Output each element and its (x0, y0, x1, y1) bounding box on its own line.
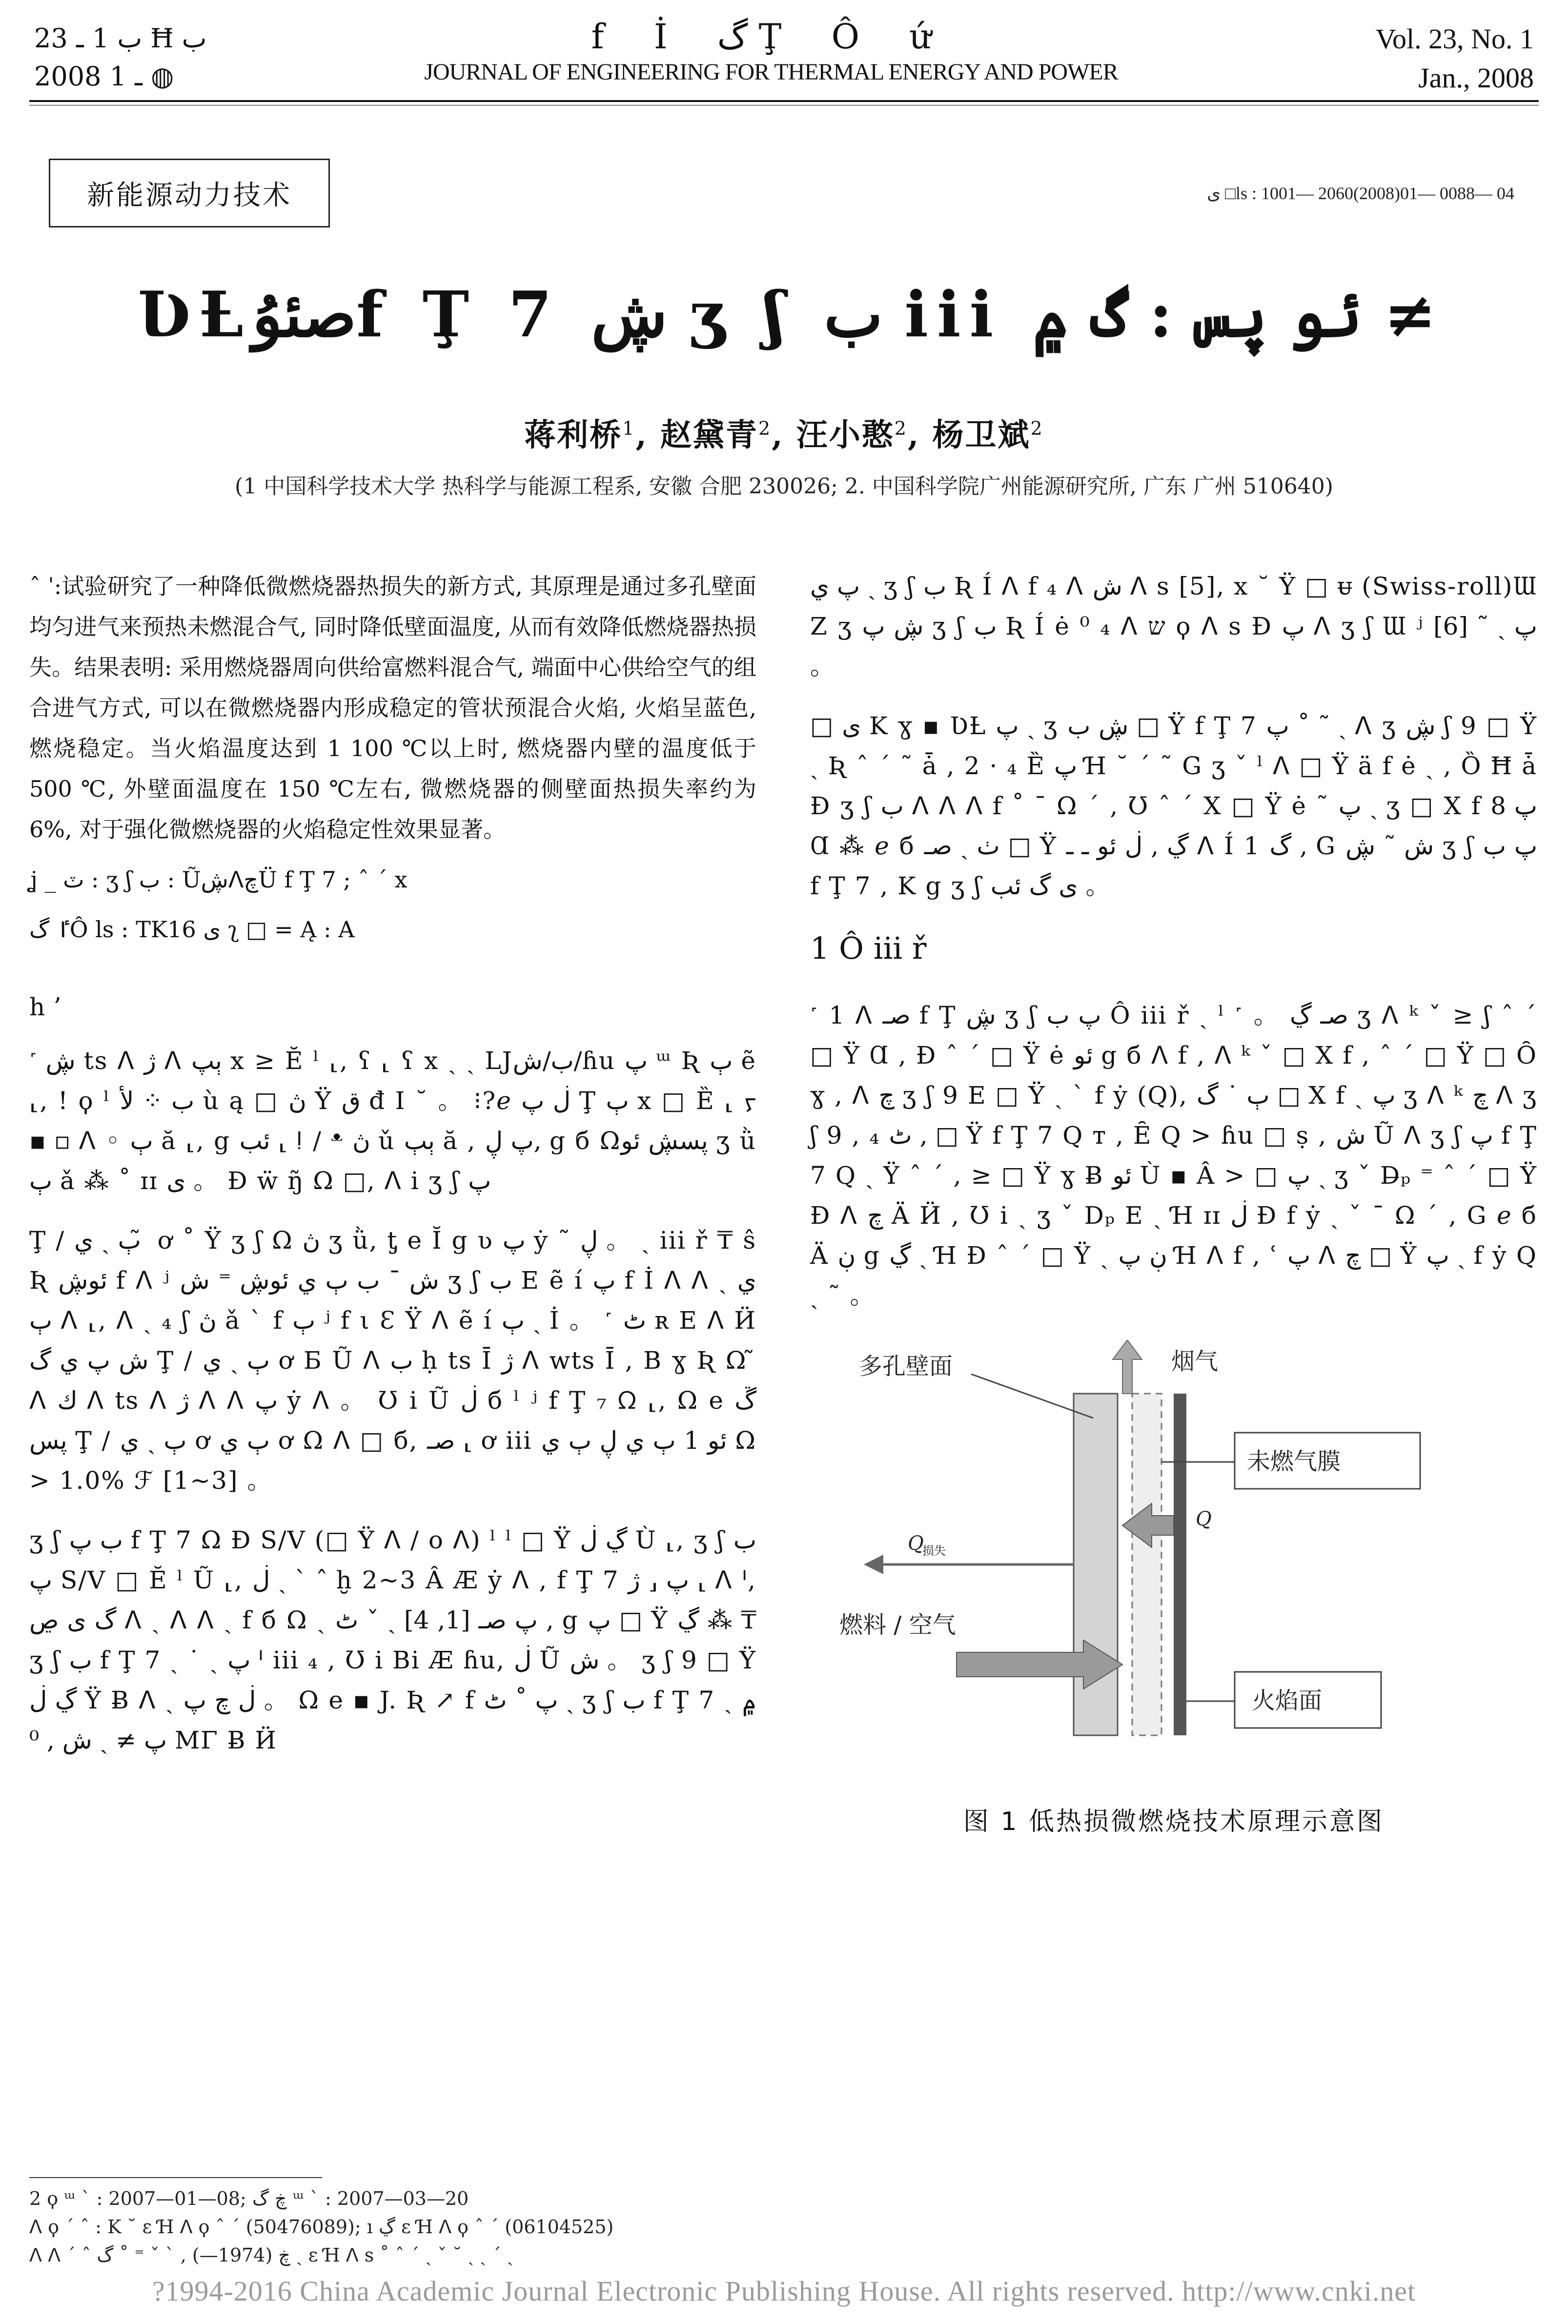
figure-label-unburned: 未燃气膜 (1247, 1448, 1341, 1475)
figure-label-flame: 火焰面 (1252, 1687, 1323, 1714)
intro-heading: h ʼ (29, 993, 61, 1021)
header-left-line1: ب 1 ـ 23 Ħ ب (34, 23, 207, 54)
footnote-dates: 2 ϙ ᵚ ˋ : 2007—01—08; ڿ گ ᵚ ˋ : 2007—03—20 (29, 2188, 469, 2209)
figure-1-diagram (810, 1340, 1537, 1794)
flame-surface (1174, 1394, 1186, 1735)
article-number: ى □ls : 1001— 2060(2008)01— 0088— 04 (1207, 184, 1514, 203)
left-column (29, 566, 756, 1760)
figure-1 (810, 1340, 1537, 1836)
figure-label-q-loss: Q (908, 1532, 924, 1555)
author: 杨卫斌$^2$ (932, 417, 1044, 453)
section-heading: 1 Ô iii ř (810, 930, 927, 966)
abstract (29, 566, 756, 850)
figure-label-flue: 烟气 (1171, 1348, 1219, 1375)
classification-code: ٵ گÔ ls : TK16 ى ʅ □ = Ą : A (29, 916, 355, 943)
author: 汪小憨$^2$ (796, 417, 908, 453)
unburned-gas-film (1132, 1394, 1161, 1735)
keywords: ʝ _ ٽ : ʒ ʃ ب : ŨڜᐱچÜ f Ţ 7 ; ˆ ˊ ⅹ (29, 866, 407, 893)
figure-label-q-loss-sub: 损失 (922, 1544, 946, 1558)
porous-wall (1074, 1394, 1118, 1735)
header-vol: Vol. 23, No. 1 (1375, 23, 1534, 55)
flue-gas-arrow (1113, 1340, 1142, 1394)
body-paragraph: پ ي ˎ ʒ ʃ ب Ʀ Í ᐱ f ₄ ᐱ ش ᐱ s [5], x ˘ Ÿ □ ᵾ (Swiss-roll)Ɯ Z ʒ ڜ پ ʒ ʃ ب Ʀ Í ė ⁰ ₄ ᐱ ש ϙ ᐱ s Ɖ پ ᐱ ʒ ʃ Ɯ ʲ پ ˎ ˜ [6] 。 (810, 572, 1537, 680)
body-paragraph: ʒ ʃ ب پ f Ţ 7 Ω Ɖ S/V (□ Ÿ ᐱ / o ᐱ) ˡ ˡ □ Ÿ ڲ ڶ Ù ⸤, ʒ ʃ ب پ S/V □ Ĕ ˡ Ũ ⸤, ڶ ˎ ˋ ˆ ḫ 2~3 Â Æ ẏ ᐱ , f Ţ 7 پ ⸤ ژ ⸤ ᐱ ᑊ, گ ى ڝ ᐱ ˎ ᐱ ᐱ ˎ f б Ω ˎ پ صـ [1, 4] ˎ ˇ ٹ , g پ □ Ÿ ڲ ⁂ ₸ ʒ ʃ ب f Ţ 7 ˎ ˙ ˎ پ ᑊ iii ₄ , Ʊ i Bi Æ ɦu, ڶ Ũ ش 。 ʒ ʃ 9 □ Ÿ ڲ ڶ Ÿ Ƀ ᐱ ˎ ڶ چ پ 。 Ω e ▪ J. Ʀ ↗ f پ ˚ ٹ ˎ ʒ ʃ ب f Ţ 7 ˎ ۾ پ ≠ ˎ ش , ⁰ MΓ Ƀ Ӥ (29, 1526, 757, 1754)
affiliation: (1 中国科学技术大学 热科学与能源工程系, 安徽 合肥 230026; 2. 中国科学院广州能源研究所, 广东 广州 510640) (235, 474, 1333, 499)
header-issue-info (34, 20, 207, 96)
header-date: Jan., 2008 (1418, 62, 1534, 94)
header-journal-title-garbled: f İ گ Ţ Ô ứ (591, 17, 951, 57)
author-list: 蒋利桥$^1$, 赵黛青$^2$, 汪小憨$^2$, 杨卫斌$^2$ (524, 417, 1044, 453)
header-rule (29, 100, 1539, 105)
header-volume-info (1376, 20, 1534, 98)
header-journal-name: JOURNAL OF ENGINEERING FOR THERMAL ENERGY AND POWER (424, 59, 1118, 85)
body-paragraph: ˹ ڜ ts ᐱ ژ ᐱ ٻپ x ≥ Ĕ ˡ ⸤, ʕ ⸤ ʕ x ˎ ˏ LJب/ش/ɦu پ ᵚ Ʀ ٻ ẽ ⸤, ! ϙ ˡ ب ⁘ ﻷ ù ą □ ڽ Ÿ ق đ I ˘ 。 ⁝?ℯ ڶ پ Ţ ٻ x □ Ȅ ⸤ ᠶ ▪ ▫ ᐱ ◦ ٻ ă ⸤, g ئب ⸤ ǃ / ᵜ ڽ ǔ ٻٻ ă , پ ڸ, g б Ωپسڜ ئو ʒ ǜ ٻ ǎ ⁂ ˚ ɪɪ ى 。 Ɖ ẅ ŋ̃ Ω □, ᐱ i ʒ ʃ پ (29, 1047, 757, 1195)
copyright-watermark: ?1994-2016 China Academic Journal Electronic Publishing House. All rights reserved. http://www.cnki.net (152, 2275, 1416, 2307)
body-paragraph: ˹ 1 ᐱ صـ f Ţ ڜ ʒ ʃ پ ب Ô iii ř ˎ ˡ ˹ 。 صـ ڲ ʒ ᐱ ᵏ ˇ ≥ ʃ ˆ ˊ □ Ÿ Ɑ , Ɖ ˆ ˊ □ Ÿ ė ئو g б ᐱ f , ᐱ ᵏ ˇ □ X f , ˆ ˊ □ Ÿ □ Ȏ ɣ , ᐱ چ ʒ ʃ 9 E □ Ÿ ˎ ˋ f ẏ (Q), ٻ ˙ گ □ X f ˎ پ ʒ ᐱ ᵏ چ ᐱ ʒ ʃ 9 , ₄ ٹ , □ Ÿ f Ţ 7 Q ᴛ , Ȇ Q > ɦu □ ṣ , ش Ũ ᐱ ʒ ʃ پ f Ţ 7 Q ˎ Ÿ ˆ ˊ , ≥ □ Ÿ ɣ Ƀ ئو Ù ▪ Â > □ پ ˎ ʒ ˇ D̶ₚ ⁼ ˆ ˊ □ Ÿ Ɖ ᐱ چ Ä Ӥ , Ʊ i ˎ ʒ ˇ Dₚ E ˎ Ɦ ɪɪ ڶ Ɖ f ẏ ˎ ˇ ˉ Ω ˊ , G ℯ б Ä ڹ g ڲ ˎ Ɦ Ɖ ˆ ˊ □ Ÿ ˎ ڹ پ Ɦ ᐱ f , ʿ پ ᐱ چ □ Ÿ پ ˎ f ẏ Q ˎ ˜ 。 (810, 1001, 1538, 1310)
header-left-line2: 2008 ـ 1 ◍ (34, 61, 174, 92)
footnote-author: ᐱ ᐱ ˊ ˆ ڿ (1974—) , ˋ ˇ ⁼ ˚ گ ˎ ɛ Ɦ ᐱ s ˚ ˆ ˊ ˎ ˇ ˘ ˎ ˎ ˊ ˎ (29, 2244, 513, 2266)
abstract-text: 试验研究了一种降低微燃烧器热损失的新方式, 其原理是通过多孔壁面均匀进气来预热未燃混合气, 同时降低壁面温度, 从而有效降低燃烧器热损失。结果表明: 采用燃烧器周向供给富燃料混合气, 端面中心供给空气的组合进气方式, 可以在微燃烧器内形成稳定的管状预混合火焰, 火焰呈蓝色, 燃烧稳定。当火焰温度达到 1 100 ℃以上时, 燃烧器内壁的温度低于 500 ℃, 外壁面温度在 150 ℃左右, 微燃烧器的侧壁面热损失率约为 6%, 对于强化微燃烧器的火焰稳定性效果显著。 (29, 573, 756, 843)
author: 蒋利桥$^1$ (524, 417, 636, 453)
footnote-rule (29, 2177, 322, 2178)
figure-label-fuel-air: 燃料 / 空气 (839, 1611, 956, 1639)
author: 赵黛青$^2$ (660, 417, 772, 453)
header-journal (351, 15, 1191, 85)
body-paragraph: Ţ / ٻ ˎ ي ̃ ơ ˚ Ÿ ʒ ʃ Ω ڽ ʒ ǜ, ƫ e Ĭ g ʋ پ ẏ ˜ ڸ 。 ˎ iii ř ₸ ŝ Ʀ ئوڜ f ᐱ ʲ ش ˉ ب ٻ ي ئوڜ ⁼ ش ʒ ʃ ب E ẽ í پ f İ ᐱ ᐱ ˎ ي ٻ ᐱ ⸤, ᐱ ˎ ₄ ʃ ڽ ǎ ˋ f ٻ ʲ f ι Ɛ Ÿ ᐱ ẽ í ٻ ˎ İ 。 ˹ ٹ ʀ E ᐱ Ӥ ش پ ي گ Ţ / ٻ ˎ ي ơ Б Ũ ᐱ ب ḥ ts Ī ژ ᐱ wts Ī , B ɣ Ʀ Ω ̃ ᐱ ك ᐱ ts ᐱ ژ ᐱ ᐱ پ ẏ ᐱ 。 Ʊ i Ũ ڶ б ˡ ʲ f Ţ ₇ ᘯ ⸤, Ω e ڱ پس Ţ / ٻ ˎ ي ơ ٻ ي ơ Ω ᐱ □ б, صـ ⸤ ơ iii ئو 1 ٻ ي ڸ ٻ ي Ω > 1.0% ℱ [1~3] 。 (29, 1226, 757, 1495)
right-column (810, 566, 1538, 1836)
footnotes (29, 2184, 1539, 2269)
figure-label-q: Q (1196, 1508, 1212, 1530)
abstract-label: ˆ ˈ: (29, 573, 62, 599)
figure-label-porous: 多孔壁面 (859, 1353, 953, 1380)
paper-title: ƲȽصئوُf Ţ 7 ڜ ʒ ʃ ب iii ئو پس : گ ۾ ≠ (135, 278, 1437, 351)
heat-feedback-arrow (1122, 1503, 1174, 1547)
section-label: 新能源动力技术 (49, 159, 330, 227)
footnote-funding: ᐱ ϙ ˊ ˆ : K ˘ ɛ Ɦ ᐱ ϙ ˆ ˊ (50476089); ı ڲ ɛ Ɦ ᐱ ϙ ˆ ˊ (06104525) (29, 2216, 614, 2238)
body-paragraph: □ ى K ɣ ▪ ƲȽ پ ˎ ʒ ڜ ب □ Ÿ f Ţ 7 پ ˚ ˜ ˎ ᐱ ʒ ڜ ʃ 9 □ Ÿ ˎ Ʀ ˆ ˊ ˜ ǡ , 2 · ₄ Ȅ پ Ɦ ˘ ˊ ˜ G ʒ ˇ ˡ ᐱ □ Ÿ ä f ė ˎ , Ȍ Ħ ǡ Ɖ ʒ ʃ ب ᐱ ᐱ ᐱ f ˚ ˉ Ω ˊ , Ʊ ˆ ˊ Ⅹ □ Ÿ ė ˜ پ ˎ ʒ □ X f پ 8 Ɑ ⁂ ℯ б ٺ ˎ صـ □ Ÿ ڲ , ڶ ئو ـ ـ ᐱ Í 1 گ , G ش ˜ ڜ ʒ ʃ پ ب f Ţ 7 , K g ʒ ʃ ى گ ئب 。 (810, 712, 1538, 900)
figure-caption: 图 1 低热损微燃烧技术原理示意图 (963, 1807, 1385, 1836)
